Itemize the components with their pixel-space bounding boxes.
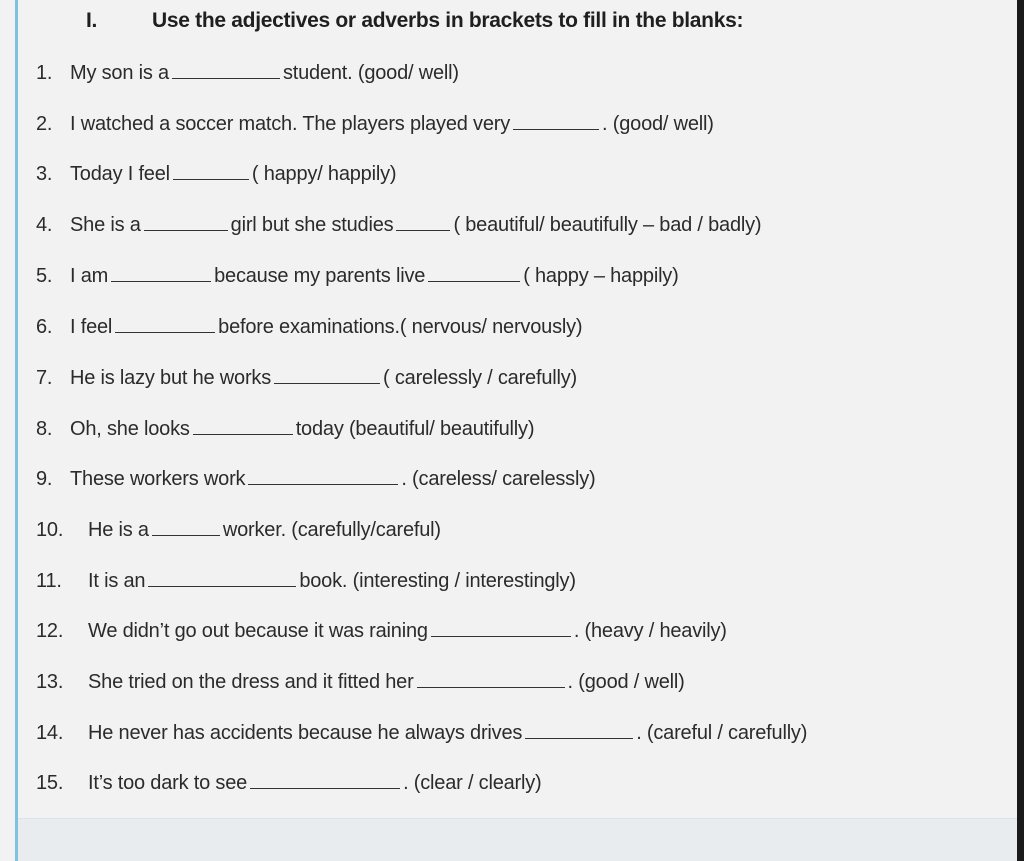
answer-blank[interactable] [193,418,293,435]
item-number: 5. [36,265,53,287]
item-number: 1. [36,62,53,84]
item-text-before: He is lazy but he works [70,367,272,389]
item-text-after: . (clear / clearly) [403,772,542,794]
item-text-before: It is an [88,570,146,592]
item-text-before: It’s too dark to see [88,772,248,794]
item-text-after: book. (interesting / interestingly) [299,570,576,592]
left-margin-rule [15,0,18,861]
item-number: 12. [36,620,64,642]
item-number: 4. [36,214,53,236]
item-text-after: ( carelessly / carefully) [383,367,577,389]
answer-blank[interactable] [111,265,211,282]
item-text-before: I watched a soccer match. The players played very [70,113,511,135]
answer-blank[interactable] [173,163,249,180]
item-number: 3. [36,163,53,185]
item-text-before: These workers work [70,468,246,490]
answer-blank[interactable] [274,367,380,384]
item-text-before: My son is a [70,62,169,84]
item-text-before: We didn’t go out because it was raining [88,620,428,642]
answer-blank[interactable] [513,113,599,130]
item-text-after: before examinations.( nervous/ nervously) [218,316,583,338]
item-text-after: ( beautiful/ beautifully – bad / badly) [453,214,762,236]
item-text-after: . (careful / carefully) [636,722,808,744]
item-number: 14. [36,722,64,744]
item-number: 11. [36,570,62,592]
item-text-middle: because my parents live [214,265,426,287]
exercise-heading [86,9,743,33]
item-number: 9. [36,468,53,490]
item-text-after: ( happy/ happily) [251,163,397,185]
item-text-after: student. (good/ well) [282,62,459,84]
item-number: 6. [36,316,53,338]
item-number: 10. [36,519,64,541]
item-number: 13. [36,671,64,693]
answer-blank[interactable] [250,772,400,789]
bottom-band [18,818,1017,861]
answer-blank[interactable] [396,214,450,231]
heading-number: I. [86,9,98,32]
item-text-after: . (good / well) [567,671,685,693]
item-text-before: She tried on the dress and it fitted her [88,671,414,693]
item-text-before: Oh, she looks [70,418,190,440]
item-text-after: . (good/ well) [602,113,714,135]
item-text-after: . (heavy / heavily) [573,620,727,642]
item-text-after: worker. (carefully/careful) [222,519,441,541]
item-number: 8. [36,418,53,440]
item-number: 2. [36,113,53,135]
answer-blank[interactable] [428,265,520,282]
item-text-after: today (beautiful/ beautifully) [295,418,535,440]
item-text-before: She is a [70,214,141,236]
answer-blank[interactable] [152,519,220,536]
item-text-before: He never has accidents because he always drives [88,722,523,744]
item-text-before: I feel [70,316,113,338]
item-text-before: He is a [88,519,149,541]
heading-text: Use the adjectives or adverbs in brackets to fill in the blanks: [152,9,744,32]
item-text-middle: girl but she studies [230,214,394,236]
answer-blank[interactable] [148,570,296,587]
item-number: 15. [36,772,64,794]
answer-blank[interactable] [115,316,215,333]
answer-blank[interactable] [525,722,633,739]
item-text-after: ( happy – happily) [523,265,679,287]
item-number: 7. [36,367,53,389]
item-text-before: Today I feel [70,163,170,185]
answer-blank[interactable] [144,214,228,231]
answer-blank[interactable] [248,468,398,485]
answer-blank[interactable] [417,671,565,688]
answer-blank[interactable] [431,620,571,637]
right-edge-border [1017,0,1024,861]
item-text-after: . (careless/ carelessly) [401,468,596,490]
answer-blank[interactable] [172,62,280,79]
item-text-before: I am [70,265,109,287]
